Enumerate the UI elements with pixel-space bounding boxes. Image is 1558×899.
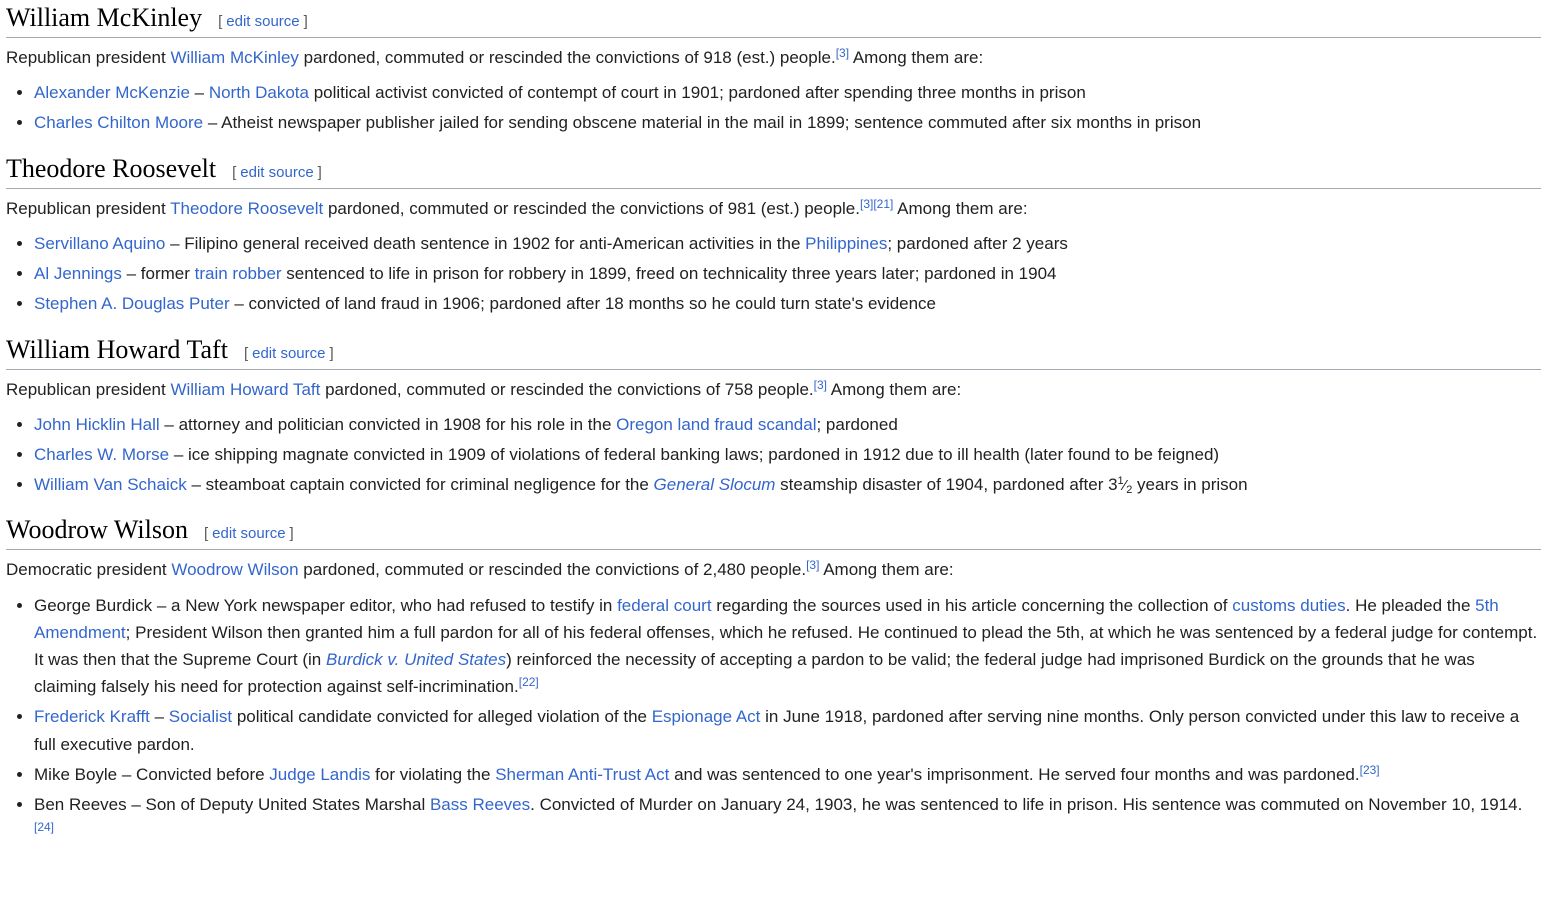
section-roosevelt: [6, 151, 1541, 318]
case-link[interactable]: Burdick v. United States: [325, 650, 507, 669]
person-link[interactable]: Charles Chilton Moore: [34, 113, 204, 133]
list-item: • Charles Chilton Moore – Atheist newspaper publisher jailed for sending obscene material in the mail in 1899; sentence commuted after six months in prison: [34, 109, 1541, 136]
reference-link[interactable]: [3]: [806, 558, 820, 573]
section-intro: Republican president Theodore Roosevelt pardoned, commuted or rescinded the convictions of 981 (est.) people.[3][21] Among them are:: [6, 196, 1028, 218]
fraction-slash: ⁄: [1123, 477, 1127, 495]
section-heading: [6, 512, 1541, 550]
topic-link[interactable]: Socialist: [168, 707, 233, 727]
section-heading: [6, 0, 1541, 38]
place-link[interactable]: North Dakota: [208, 83, 309, 103]
president-link[interactable]: William Howard Taft: [170, 379, 321, 399]
edit-source-link[interactable]: edit source: [226, 13, 300, 30]
list-item: • Frederick Krafft – Socialist political candidate convicted for alleged violation of the Espionage Act in June 1918, pardoned after serving nine months. Only person convicted under this law to receive a full executive pardon.: [34, 703, 1541, 757]
pardon-list: [6, 411, 1541, 499]
president-link[interactable]: Woodrow Wilson: [171, 560, 299, 580]
list-item: • Al Jennings – former train robber sentenced to life in prison for robbery in 1899, freed on technicality three years later; pardoned in 1904: [34, 260, 1541, 287]
topic-link[interactable]: 5th Amendment: [34, 595, 1499, 642]
president-link[interactable]: Theodore Roosevelt: [170, 198, 324, 218]
reference-link[interactable]: [3]: [860, 196, 874, 211]
person-link[interactable]: Frederick Krafft: [34, 707, 150, 727]
heading-roosevelt: Theodore Roosevelt: [6, 153, 217, 183]
person-link[interactable]: Alexander McKenzie: [34, 83, 190, 103]
edit-source-link[interactable]: edit source: [212, 525, 286, 543]
fraction-denominator: 2: [1126, 484, 1133, 497]
president-link[interactable]: William McKinley: [170, 48, 299, 68]
person-link[interactable]: Stephen A. Douglas Puter: [34, 294, 230, 314]
section-heading: [6, 151, 1541, 189]
list-item: • William Van Schaick – steamboat captain convicted for criminal negligence for the General Slocum steamship disaster of 1904, pardoned after $3^1⁄2$ years in prison: [34, 471, 1541, 498]
topic-link[interactable]: federal court: [617, 595, 712, 615]
topic-link[interactable]: train robber: [194, 264, 282, 284]
person-link[interactable]: Servillano Aquino: [34, 233, 166, 253]
section-intro: Republican president William McKinley pardoned, commuted or rescinded the convictions of 918 (est.) people.[3] Among them are:: [6, 46, 984, 68]
topic-link[interactable]: customs duties: [1232, 595, 1346, 615]
reference-link[interactable]: [21]: [873, 196, 894, 211]
person-link[interactable]: Judge Landis: [269, 764, 371, 784]
list-item: • John Hicklin Hall – attorney and politician convicted in 1908 for his role in the Oregon land fraud scandal; pardoned: [34, 411, 1541, 438]
section-intro: Democratic president Woodrow Wilson pardoned, commuted or rescinded the convictions of 2,480 people.[3] Among them are:: [6, 558, 954, 580]
list-item: • Ben Reeves – Son of Deputy United States Marshal Bass Reeves. Convicted of Murder on January 24, 1903, he was sentenced to life in prison. His sentence was commuted on November 10, 1914.[24]: [34, 791, 1541, 845]
reference-link[interactable]: [22]: [518, 675, 539, 690]
reference-link[interactable]: [24]: [34, 820, 55, 835]
person-link[interactable]: Al Jennings: [34, 264, 122, 284]
reference-link[interactable]: [3]: [813, 377, 827, 392]
heading-taft: William Howard Taft: [6, 334, 228, 364]
reference-link[interactable]: [3]: [835, 46, 850, 61]
section-intro: Republican president William Howard Taft pardoned, commuted or rescinded the convictions of 758 people.[3] Among them are:: [6, 377, 962, 399]
person-link[interactable]: John Hicklin Hall: [34, 414, 160, 434]
list-item: • Stephen A. Douglas Puter – convicted of land fraud in 1906; pardoned after 18 months so he could turn state's evidence: [34, 290, 1541, 317]
edit-source-wrapper: [ edit source ]: [243, 344, 334, 362]
topic-link[interactable]: Espionage Act: [651, 707, 761, 727]
edit-source-wrapper: [ edit source ]: [232, 163, 322, 181]
person-link[interactable]: Bass Reeves: [429, 794, 531, 814]
edit-source-wrapper: [ edit source ]: [204, 525, 294, 543]
person-link[interactable]: William Van Schaick: [34, 475, 187, 495]
heading-mckinley: William McKinley: [6, 3, 203, 32]
edit-source-wrapper: [ edit source ]: [218, 13, 308, 30]
edit-source-link[interactable]: edit source: [240, 163, 314, 181]
list-item: • Mike Boyle – Convicted before Judge Landis for violating the Sherman Anti-Trust Act and was sentenced to one year's imprisonment. He served four months and was pardoned.[23]: [34, 761, 1541, 788]
pardon-list: [6, 592, 1541, 846]
list-item: • Alexander McKenzie – North Dakota political activist convicted of contempt of court in 1901; pardoned after spending three months in prison: [34, 79, 1541, 106]
section-mckinley: [6, 0, 1541, 137]
list-item: • Charles W. Morse – ice shipping magnate convicted in 1909 of violations of federal banking laws; pardoned in 1912 due to ill health (later found to be feigned): [34, 441, 1541, 468]
place-link[interactable]: Philippines: [805, 233, 888, 253]
heading-wilson: Woodrow Wilson: [6, 515, 188, 545]
section-heading: [6, 332, 1541, 370]
section-taft: [6, 332, 1541, 499]
person-link[interactable]: Charles W. Morse: [34, 444, 170, 464]
list-item: • Servillano Aquino – Filipino general received death sentence in 1902 for anti-American activities in the Philippines; pardoned after 2 years: [34, 230, 1541, 257]
topic-link[interactable]: General Slocum: [653, 475, 776, 495]
topic-link[interactable]: Sherman Anti-Trust Act: [495, 764, 670, 784]
pardon-list: [6, 79, 1541, 136]
reference-link[interactable]: [23]: [1359, 762, 1380, 777]
edit-source-link[interactable]: edit source: [252, 344, 326, 362]
section-wilson: [6, 512, 1541, 845]
fraction-numerator: 1: [1117, 475, 1124, 488]
pardon-list: [6, 230, 1541, 318]
topic-link[interactable]: Oregon land fraud scandal: [616, 414, 817, 434]
list-item: • George Burdick – a New York newspaper editor, who had refused to testify in federal court regarding the sources used in his article concerning the collection of customs duties. He pleaded the 5th Amendment; President Wilson then granted him a full pardon for all of his federal offenses, which he refused. He continued to plead the 5th, at which he was sentenced by a federal judge for contempt. It was then that the Supreme Court (in Burdick v. United States) reinforced the necessity of accepting a pardon to be valid; the federal judge had imprisoned Burdick on the grounds that he was claiming falsely his need for protection against self-incrimination.[22]: [34, 592, 1541, 701]
